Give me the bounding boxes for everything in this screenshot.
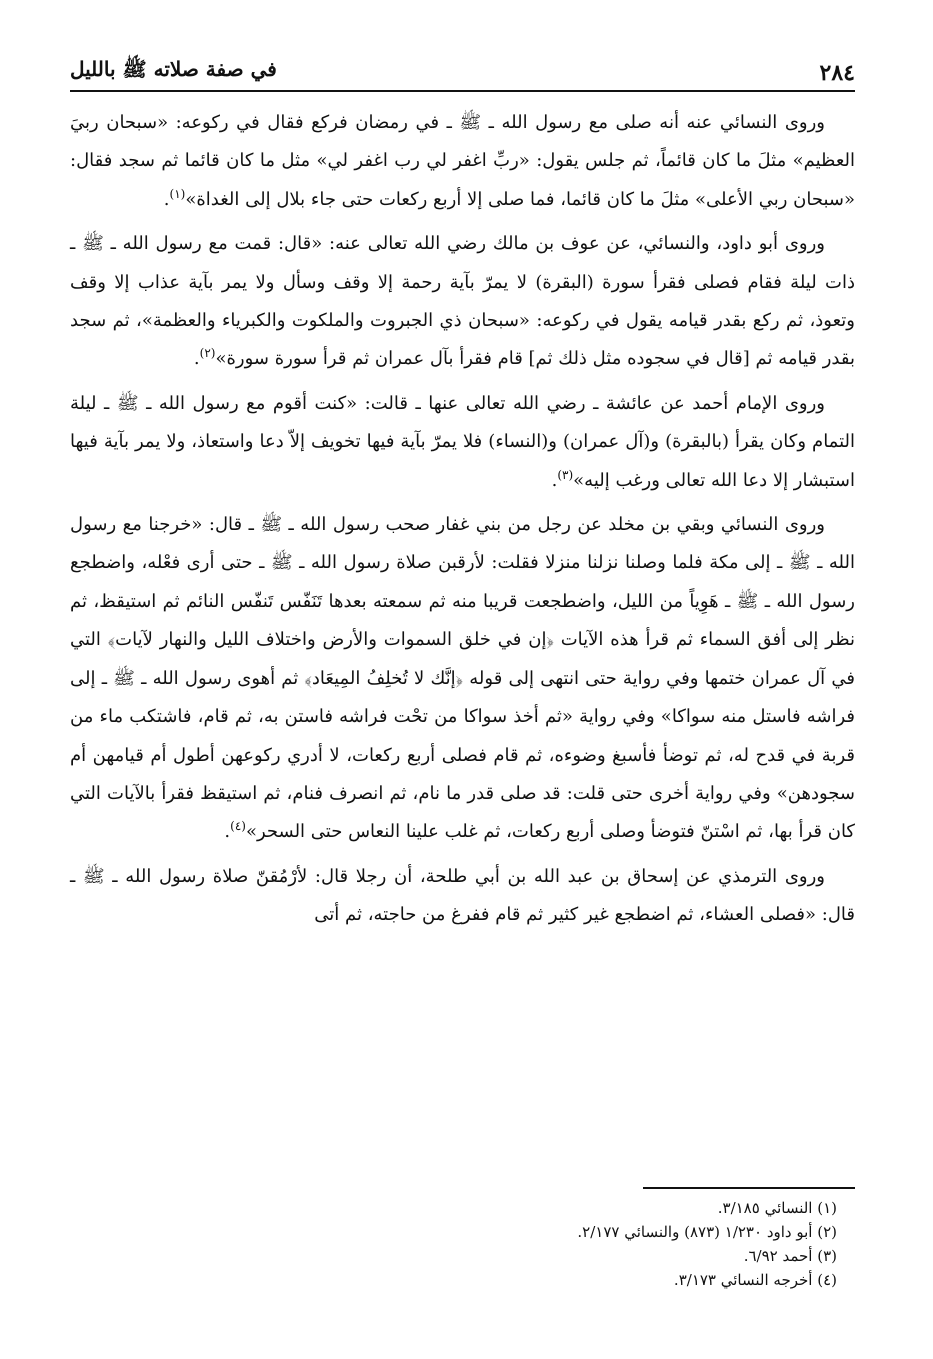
paragraph-text: وروى النسائي وبقي بن مخلد عن رجل من بني غفار صحب رسول الله ـ ﷺ ـ قال: «خرجنا مع رسول الله ـ ﷺ ـ إلى مكة فلما وصلنا نزلنا منزلا فقلت: لأرقبن صلاة رسول الله ـ ﷺ ـ حتى أرى فعْله، واضطجع رسول الله ـ ﷺ ـ هَوِياً من الليل، واضطجعت قريبا منه ثم سمعته بعدها تَنَفّس تَنفّس النائم ثم استيقظ، ثم نظر إلى أفق السماء ثم قرأ هذه الآيات ﴿إن في خلق السموات والأرض واختلاف الليل والنهار لآيات﴾ التي في آل عمران ختمها وفي رواية حتى انتهى إلى قوله ﴿إنَّك لا تُخلِفُ المِيعَاد﴾ ثم أهوى رسول الله ـ ﷺ ـ إلى فراشه فاستل منه سواكا» وفي رواية «ثم أخذ سواكا من تحْت فراشه فاستن به، ثم قام، فاشتكب ماء من قربة في قدح له، ثم توضأ فأسبغ وضوءه، ثم قام فصلى أربع ركعات، لا أدري ركوعهن أطول أم قيامهن أم سجودهن» وفي رواية أخرى حتى قلت: قد صلى قدر ما نام، ثم انصرف فنام، ثم استيقظ فقرأ بالآيات التي كان قرأ بها، ثم اسْتنّ فتوضأ وصلى أربع ركعات، ثم غلب علينا النعاس حتى السحر» [70,514,855,843]
footnote-1: (١) النسائي ٣/١٨٥. [717,1199,837,1217]
main-text [70,104,855,941]
paragraph-5 [70,858,855,935]
paragraph-text: وروى الترمذي عن إسحاق بن عبد الله بن أبي طلحة، أن رجلا قال: لأرْمُقنّ صلاة رسول الله ـ ﷺ ـ قال: «فصلى العشاء، ثم اضطجع غير كثير ثم قام ففرغ من حاجته، ثم أتى [70,865,855,926]
footnotes [70,1196,837,1292]
page-header [70,44,855,92]
paragraph-1: وروى النسائي عنه أنه صلى مع رسول الله ـ ﷺ ـ في رمضان فركع فقال في ركوعه: «سبحان ربيَ العظيم» مثلَ ما كان قائماً، ثم جلس يقول: «ربِّ اغفر لي رب اغفر لي» مثل ما كان قائما ثم سجد فقال: «سبحان ربي الأعلى» مثلَ ما كان قائما، فما صلى إلا أربع ركعات حتى جاء بلال إلى الغداة»$^{(١)}$. [70,112,855,210]
footnote-marker: (٣) [557,467,574,482]
footnote-marker: (٤) [230,819,246,834]
running-title: في صفة صلاته ﷺ بالليل [70,57,277,81]
paragraph-text: وروى أبو داود، والنسائي، عن عوف بن مالك رضي الله تعالى عنه: «قال: قمت مع رسول الله ـ ﷺ ـ ذات ليلة فقام فصلى فقرأ سورة (البقرة) لا يمرّ بآية رحمة إلا وقف وسأل ولا يمر بآية عذاب إلا وقف وتعوذ، ثم ركع بقدر قيامه يقول في ركوعه: «سبحان ذي الجبروت والملكوت والكبرياء والعظمة»، ثم سجد بقدر قيامه ثم [قال في سجوده مثل ذلك ثم] قام فقرأ بآل عمران ثم قرأ سورة سورة» [70,233,855,370]
footnote-3: (٣) أحمد ٦/٩٢. [743,1247,837,1265]
footnote-marker: (١) [169,186,186,201]
footnote-marker: (٢) [199,346,216,361]
footnote-2: (٢) أبو داود ١/٢٣٠ (٨٧٣) والنسائي ٢/١٧٧. [577,1223,837,1241]
paragraph-2: وروى أبو داود، والنسائي، عن عوف بن مالك رضي الله تعالى عنه: «قال: قمت مع رسول الله ـ ﷺ ـ ذات ليلة فقام فصلى فقرأ سورة (البقرة) لا يمرّ بآية رحمة إلا وقف وسأل ولا يمر بآية عذاب إلا وقف وتعوذ، ثم ركع بقدر قيامه يقول في ركوعه: «سبحان ذي الجبروت والملكوت والكبرياء والعظمة»، ثم سجد بقدر قيامه ثم [قال في سجوده مثل ذلك ثم] قام فقرأ بآل عمران ثم قرأ سورة سورة»$^{(٢)}$. [70,233,855,370]
footnote-4: (٤) أخرجه النسائي ٣/١٧٣. [673,1271,837,1289]
paragraph-text: وروى الإمام أحمد عن عائشة ـ رضي الله تعالى عنها ـ قالت: «كنت أقوم مع رسول الله ـ ﷺ ـ ليلة التمام وكان يقرأ (بالبقرة) و(آل عمران) و(النساء) فلا يمرّ بآية فيها تخويف إلاّ دعا واستعاذ، ولا يمر بآية فيها استبشار إلا دعا الله تعالى ورغب إليه» [70,392,855,491]
footnote-divider [643,1187,855,1189]
page-number: ٢٨٤ [819,60,855,86]
paragraph-3: وروى الإمام أحمد عن عائشة ـ رضي الله تعالى عنها ـ قالت: «كنت أقوم مع رسول الله ـ ﷺ ـ ليلة التمام وكان يقرأ (بالبقرة) و(آل عمران) و(النساء) فلا يمرّ بآية فيها تخويف إلاّ دعا واستعاذ، ولا يمر بآية فيها استبشار إلا دعا الله تعالى ورغب إليه»$^{(٣)}$. [70,392,855,491]
paragraph-4: وروى النسائي وبقي بن مخلد عن رجل من بني غفار صحب رسول الله ـ ﷺ ـ قال: «خرجنا مع رسول الله ـ ﷺ ـ إلى مكة فلما وصلنا نزلنا منزلا فقلت: لأرقبن صلاة رسول الله ـ ﷺ ـ حتى أرى فعْله، واضطجع رسول الله ـ ﷺ ـ هَوِياً من الليل، واضطجعت قريبا منه ثم سمعته بعدها تَنَفّس تَنفّس النائم ثم استيقظ، ثم نظر إلى أفق السماء ثم قرأ هذه الآيات ﴿إن في خلق السموات والأرض واختلاف الليل والنهار لآيات﴾ التي في آل عمران ختمها وفي رواية حتى انتهى إلى قوله ﴿إنَّك لا تُخلِفُ المِيعَاد﴾ ثم أهوى رسول الله ـ ﷺ ـ إلى فراشه فاستل منه سواكا» وفي رواية «ثم أخذ سواكا من تحْت فراشه فاستن به، ثم قام، فاشتكب ماء من قربة في قدح له، ثم توضأ فأسبغ وضوءه، ثم قام فصلى أربع ركعات، لا أدري ركوعهن أطول أم قيامهن أم سجودهن» وفي رواية أخرى حتى قلت: قد صلى قدر ما نام، ثم انصرف فنام، ثم استيقظ فقرأ بالآيات التي كان قرأ بها، ثم اسْتنّ فتوضأ وصلى أربع ركعات، ثم غلب علينا النعاس حتى السحر»$^{(٤)}$. [70,514,855,843]
paragraph-text: وروى النسائي عنه أنه صلى مع رسول الله ـ ﷺ ـ في رمضان فركع فقال في ركوعه: «سبحان ربيَ العظيم» مثلَ ما كان قائماً، ثم جلس يقول: «ربِّ اغفر لي رب اغفر لي» مثل ما كان قائما ثم سجد فقال: «سبحان ربي الأعلى» مثلَ ما كان قائما، فما صلى إلا أربع ركعات حتى جاء بلال إلى الغداة» [70,112,855,210]
